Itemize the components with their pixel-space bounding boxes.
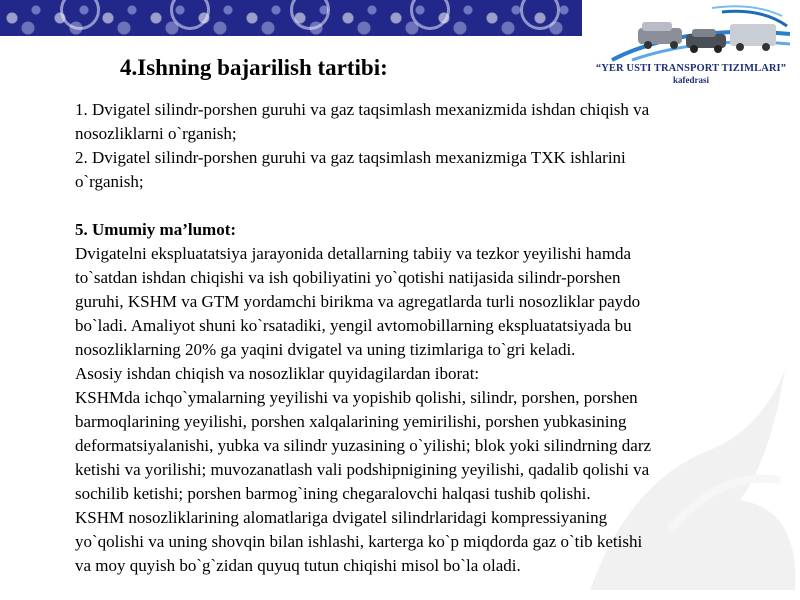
paragraph-line: sochilib ketishi; porshen barmog`ining chegaralovchi halqasi tushib qolishi. bbox=[75, 484, 591, 503]
decorative-top-band bbox=[0, 0, 582, 36]
logo-subtitle: kafedrasi bbox=[673, 75, 709, 85]
paragraph-line: deformatsiyalanishi, yubka va silindr yuzasining o`yilishi; blok yoki silindrning darz bbox=[75, 436, 652, 455]
spacer bbox=[75, 194, 765, 218]
section-title: 5. Umumiy ma’lumot: bbox=[75, 220, 237, 239]
task-line: nosozliklarni o`rganish; bbox=[75, 124, 237, 143]
page-heading: 4.Ishning bajarilish tartibi: bbox=[120, 55, 388, 80]
paragraph-line: KSHMda ichqo`ymalarning yeyilishi va yopishib qolishi, silindr, porshen, porshen bbox=[75, 388, 638, 407]
task-line: 2. Dvigatel silindr-porshen guruhi va gaz taqsimlash mexanizmiga TXK ishlarini bbox=[75, 148, 626, 167]
paragraph-line: nosozliklarning 20% ga yaqini dvigatel va uning tizimlariga to`gri keladi. bbox=[75, 340, 576, 359]
paragraph-line: bo`ladi. Amaliyot shuni ko`rsatadiki, yengil avtomobillarning ekspluatatsiyada bu bbox=[75, 316, 632, 335]
paragraph-line: to`satdan ishdan chiqishi va ish qobiliyatini yo`qotishi natijasida silindr-porshen bbox=[75, 268, 621, 287]
logo-title: “YER USTI TRANSPORT TIZIMLARI” bbox=[595, 63, 787, 74]
paragraph-line: KSHM nosozliklarining alomatlariga dvigatel silindrlaridagi kompressiyaning bbox=[75, 508, 608, 527]
swirl-ornament bbox=[290, 0, 330, 30]
task-line: 1. Dvigatel silindr-porshen guruhi va gaz taqsimlash mexanizmida ishdan chiqish va bbox=[75, 100, 650, 119]
paragraph-line: Dvigatelni ekspluatatsiya jarayonida detallarning tabiiy va tezkor yeyilishi hamda bbox=[75, 244, 632, 263]
swirl-ornament bbox=[520, 0, 560, 30]
paragraph-line: Asosiy ishdan chiqish va nosozliklar quyidagilardan iborat: bbox=[75, 364, 480, 383]
swirl-ornament bbox=[60, 0, 100, 30]
swirl-ornament bbox=[410, 0, 450, 30]
task-line: o`rganish; bbox=[75, 172, 144, 191]
paragraph-line: yo`qolishi va uning shovqin bilan ishlashi, karterga ko`p miqdorda gaz o`tib ketishi bbox=[75, 532, 643, 551]
paragraph-line: va moy quyish bo`g`zidan quyuq tutun chiqishi misol bo`la oladi. bbox=[75, 556, 521, 575]
document-body bbox=[75, 98, 765, 578]
paragraph-line: barmoqlarining yeyilishi, porshen xalqalarining yemirilishi, porshen yubkasining bbox=[75, 412, 627, 431]
paragraph-line: ketishi va yorilishi; muvozanatlash vali podshipnigining yeyilishi, qadalib qolishi va bbox=[75, 460, 650, 479]
department-logo bbox=[582, 0, 800, 84]
vehicles-on-road-icon bbox=[602, 4, 792, 62]
swirl-ornament bbox=[170, 0, 210, 30]
paragraph-line: guruhi, KSHM va GTM yordamchi birikma va agregatlarda turli nosozliklar paydo bbox=[75, 292, 641, 311]
